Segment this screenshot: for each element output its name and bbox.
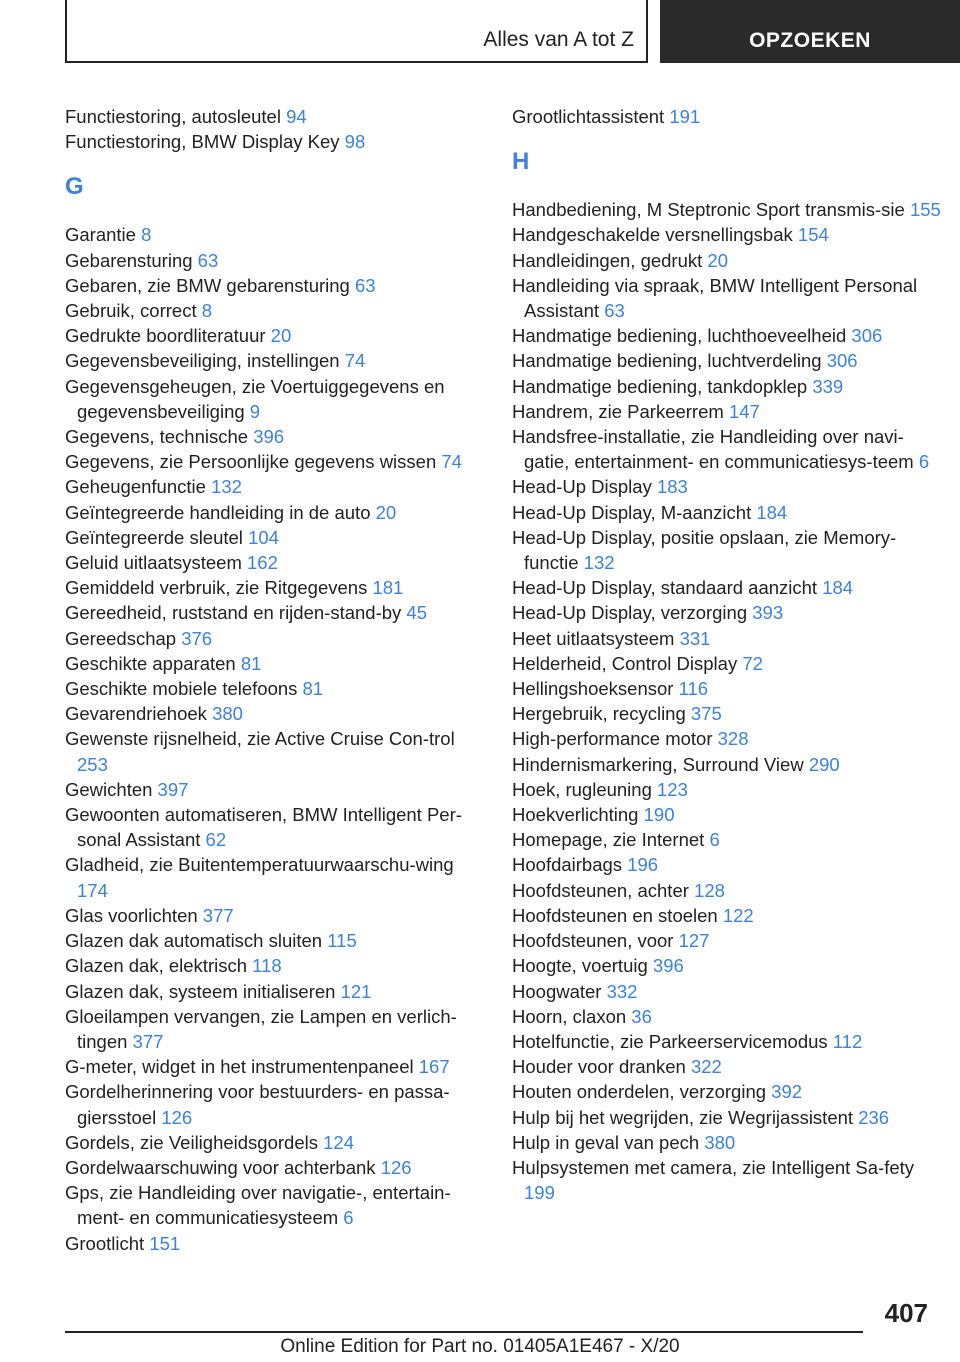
index-term: Hoek, rugleuning [512,778,652,800]
page-link[interactable]: 72 [742,652,763,674]
index-entry [65,298,485,323]
index-entry [512,777,942,802]
index-entry [512,752,942,777]
page-link[interactable]: 63 [354,274,376,296]
index-entry [65,104,485,129]
index-term: Handleiding via spraak, BMW Intelligent Personal Assistant [512,274,918,322]
index-term: Hoofdsteunen en stoelen [512,904,718,926]
page-link[interactable]: 393 [752,602,784,624]
index-term: Handsfree-installatie, zie Handleiding over navi-gatie, entertainment- en communicatiesys-teem [512,426,914,473]
index-entry [65,273,485,298]
page-link[interactable]: 132 [211,476,242,498]
page-link[interactable]: 8 [141,224,152,246]
page-link[interactable]: 332 [606,980,638,1002]
page-link[interactable]: 45 [406,602,427,624]
index-entry [512,1105,942,1130]
index-entry [512,197,942,222]
index-term: Gloeilampen vervangen, zie Lampen en verlich-tingen [65,1005,457,1052]
index-entry [512,1079,942,1104]
index-entry [65,1054,485,1079]
page-link[interactable]: 20 [707,249,728,271]
index-entry [512,726,942,751]
index-term: Gevarendriehoek [65,703,207,725]
index-term: Handleidingen, gedrukt [512,249,703,271]
index-term: Geïntegreerde handleiding in de auto [65,501,371,523]
page-link[interactable]: 174 [77,879,108,901]
tab-opzoeken[interactable] [660,0,960,63]
index-entry [65,701,485,726]
index-entry [512,676,942,701]
page-link[interactable]: 253 [77,753,108,775]
index-entry [512,399,942,424]
index-entry [512,424,942,474]
index-term: Head-Up Display, verzorging [512,602,748,624]
page-link[interactable]: 236 [858,1106,890,1128]
page-link[interactable]: 98 [344,131,366,153]
index-term: Hotelfunctie, zie Parkeerservicemodus [512,1030,828,1052]
index-term: Hoofdsteunen, achter [512,879,689,901]
index-entry [65,626,485,651]
index-entry [65,852,485,902]
index-entry [512,827,942,852]
index-term: Glazen dak, systeem initialiseren [65,980,336,1002]
index-term: Hellingshoeksensor [512,678,674,700]
index-term: Gedrukte boordliteratuur [65,325,266,347]
page-link[interactable]: 94 [286,106,307,127]
index-term: Head-Up Display, positie opslaan, zie Memory-functie [512,526,897,574]
index-entry [512,701,942,726]
page-link[interactable]: 112 [832,1030,863,1052]
page-link[interactable]: 184 [756,501,788,523]
page-link[interactable]: 181 [372,577,404,599]
index-entry [65,550,485,575]
page-link[interactable]: 20 [375,501,397,523]
footer-edition: Online Edition for Part no. 01405A1E467 - X/20 [280,1336,680,1357]
index-entry [512,852,942,877]
page-link[interactable]: 306 [851,325,883,347]
index-term: Hergebruik, recycling [512,703,686,725]
page-link[interactable]: 36 [631,1005,652,1027]
page-link[interactable]: 199 [524,1182,555,1204]
index-term: Houten onderdelen, verzorging [512,1081,767,1103]
index-term: Glazen dak automatisch sluiten [65,930,323,952]
index-entry [65,979,485,1004]
index-column-left [65,104,485,1256]
index-term: Gladheid, zie Buitentemperatuurwaarschu-wing [65,854,454,876]
index-entry [512,979,942,1004]
page-link[interactable]: 147 [728,400,760,422]
page-link[interactable]: 151 [149,1232,181,1254]
section-title: Alles van A tot Z [483,28,634,51]
index-term: Handbediening, M Steptronic Sport transmis-sie [512,199,905,221]
index-entry [512,273,942,323]
page-link[interactable]: 376 [181,627,213,649]
index-entry [65,248,485,273]
page-link[interactable]: 167 [418,1056,450,1078]
page-link[interactable]: 191 [669,106,701,127]
index-entry [65,1004,485,1054]
index-entry [512,1130,942,1155]
index-entry [65,928,485,953]
index-term: Grootlicht [65,1232,145,1254]
index-term: Gewenste rijsnelheid, zie Active Cruise Con-trol [65,728,455,750]
index-entry [512,651,942,676]
index-term: Hindernismarkering, Surround View [512,753,804,775]
index-term: Handmatige bediening, luchthoeveelheid [512,325,847,347]
index-entry [512,878,942,903]
page-link[interactable]: 115 [327,930,357,952]
index-term: Gebaren, zie BMW gebarensturing [65,274,350,296]
index-term: Gereedheid, ruststand en rijden-stand-by [65,602,402,624]
index-letter-heading: G [65,173,84,201]
page-link[interactable]: 9 [249,400,261,422]
page-link[interactable]: 6 [918,451,930,473]
page-link[interactable]: 196 [627,854,659,876]
page-link[interactable]: 118 [252,955,282,977]
index-term: G-meter, widget in het instrumentenpaneel [65,1056,414,1078]
tab-label: OPZOEKEN [749,28,871,52]
index-term: Functiestoring, BMW Display Key [65,131,340,153]
index-term: High-performance motor [512,728,713,750]
index-term: Gordelwaarschuwing voor achterbank [65,1156,376,1178]
index-term: Glazen dak, elektrisch [65,955,248,977]
index-entry [65,903,485,928]
index-term: Heet uitlaatsysteem [512,627,675,649]
page-link[interactable]: 8 [201,300,213,322]
index-entry [512,374,942,399]
index-entry [512,903,942,928]
page-link[interactable]: 116 [678,678,709,700]
index-entry [65,600,485,625]
index-entry [65,500,485,525]
index-term: Handmatige bediening, luchtverdeling [512,350,822,372]
page-link[interactable]: 339 [812,375,844,397]
index-entry [65,1231,485,1256]
page-link[interactable]: 396 [253,426,285,448]
page-link[interactable]: 162 [247,552,278,574]
index-entry [512,626,942,651]
page-link[interactable]: 380 [704,1131,736,1153]
index-entry [65,374,485,424]
index-entry [65,474,485,499]
page-link[interactable]: 397 [157,778,189,800]
index-term: Gordels, zie Veiligheidsgordels [65,1131,318,1153]
index-term: Gemiddeld verbruik, zie Ritgegevens [65,577,368,599]
index-entry [512,575,942,600]
page-link[interactable]: 184 [822,577,854,599]
index-term: Head-Up Display [512,476,652,498]
page-link[interactable]: 62 [205,829,227,851]
index-term: Head-Up Display, standaard aanzicht [512,577,818,599]
page-link[interactable]: 123 [657,778,688,800]
footer-divider [65,1331,863,1333]
index-entry [512,348,942,373]
index-term: Gewoonten automatiseren, BMW Intelligent Per-sonal Assistant [65,804,462,851]
page-link[interactable]: 322 [690,1056,722,1078]
index-entry [512,323,942,348]
index-entry [65,575,485,600]
page-link[interactable]: 127 [678,930,710,952]
index-term: Gegevens, technische [65,426,249,448]
page-link[interactable]: 74 [344,350,366,372]
index-entry [65,1155,485,1180]
page-link[interactable]: 377 [202,904,234,926]
page-link[interactable]: 81 [302,678,324,700]
index-term: Hoorn, claxon [512,1005,627,1027]
index-term: Hulpsystemen met camera, zie Intelligent Sa-fety [512,1156,915,1178]
index-term: Gegevens, zie Persoonlijke gegevens wissen [65,451,437,473]
page-link[interactable]: 132 [583,552,615,574]
page-link[interactable]: 396 [652,955,684,977]
index-entry [512,104,942,129]
index-entry [65,651,485,676]
index-entry [65,953,485,978]
page-link[interactable]: 63 [604,300,625,322]
page-number: 407 [884,1298,928,1328]
index-entry [65,802,485,852]
page-link[interactable]: 380 [212,703,243,725]
page-link[interactable]: 126 [161,1106,193,1128]
index-term: Geheugenfunctie [65,476,206,498]
page-link[interactable]: 331 [679,627,711,649]
index-entry [65,676,485,701]
index-entry [65,348,485,373]
index-entry [512,525,942,575]
index-term: Glas voorlichten [65,904,198,926]
index-entry [512,222,942,247]
index-term: Helderheid, Control Display [512,652,738,674]
index-term: Homepage, zie Internet [512,829,705,851]
index-term: Handmatige bediening, tankdopklep [512,375,808,397]
page-link[interactable]: 20 [270,325,292,347]
index-letter-heading: H [512,148,530,176]
page-link[interactable]: 154 [797,224,829,246]
index-term: Handrem, zie Parkeerrem [512,400,724,422]
index-term: Gps, zie Handleiding over navigatie-, entertain-ment- en communicatiesysteem [65,1182,451,1229]
index-term: Gewichten [65,778,153,800]
index-term: Gordelherinnering voor bestuurders- en passa-giersstoel [65,1081,450,1128]
page-link[interactable]: 121 [340,980,372,1002]
index-term: Hoofdsteunen, voor [512,930,674,952]
page-link[interactable]: 6 [709,829,720,851]
page-link[interactable]: 74 [441,451,462,473]
page-link[interactable]: 63 [197,249,219,271]
index-entry [512,802,942,827]
page-link[interactable]: 122 [722,904,754,926]
index-term: Geluid uitlaatsysteem [65,552,242,574]
index-entry [65,222,485,247]
index-term: Gegevensgeheugen, zie Voertuiggegevens en gegevensbeveiliging [65,375,445,422]
index-entry [65,726,485,776]
index-entry [512,1155,942,1205]
index-term: Handgeschakelde versnellingsbak [512,224,793,246]
index-entry [65,129,485,154]
page-link[interactable]: 128 [694,879,725,901]
page-link[interactable]: 126 [380,1156,412,1178]
index-entry [512,1004,942,1029]
index-entry [512,1029,942,1054]
index-term: Hulp bij het wegrijden, zie Wegrijassistent [512,1106,854,1128]
page-link[interactable]: 290 [808,753,840,775]
page-link[interactable]: 6 [343,1207,354,1229]
index-term: Hoofdairbags [512,854,623,876]
index-entry [65,777,485,802]
page-link[interactable]: 104 [248,526,279,548]
page-link[interactable]: 377 [132,1030,164,1052]
index-term: Hoekverlichting [512,804,639,826]
index-entry [65,525,485,550]
page-link[interactable]: 124 [323,1131,354,1153]
index-entry [512,928,942,953]
index-entry [512,953,942,978]
index-term: Gebarensturing [65,249,193,271]
page-link[interactable]: 155 [909,199,941,221]
index-term: Gebruik, correct [65,300,197,322]
index-term: Geïntegreerde sleutel [65,526,243,548]
index-entry [65,1130,485,1155]
page-link[interactable]: 328 [717,728,749,750]
index-entry [512,1054,942,1079]
index-term: Head-Up Display, M-aanzicht [512,501,752,523]
index-entry [65,1079,485,1129]
header-frame [65,0,648,63]
index-entry [65,449,485,474]
index-term: Geschikte apparaten [65,652,236,674]
index-term: Hoogte, voertuig [512,955,648,977]
index-term: Grootlichtassistent [512,106,665,127]
page-link[interactable]: 375 [690,703,722,725]
index-term: Hoogwater [512,980,602,1002]
index-entry [65,323,485,348]
index-entry [65,1180,485,1230]
index-entry [512,474,942,499]
index-term: Garantie [65,224,136,246]
index-term: Hulp in geval van pech [512,1131,700,1153]
index-column-right [512,104,942,1205]
page-link[interactable]: 81 [240,652,262,674]
index-term: Functiestoring, autosleutel [65,106,281,127]
index-entry [512,500,942,525]
page-link[interactable]: 190 [643,804,675,826]
page-link[interactable]: 306 [826,350,858,372]
index-term: Geschikte mobiele telefoons [65,678,298,700]
index-entry [65,424,485,449]
index-entry [512,248,942,273]
page-link[interactable]: 392 [771,1081,803,1103]
page-link[interactable]: 183 [656,476,688,498]
index-entry [512,600,942,625]
index-term: Houder voor dranken [512,1056,686,1078]
index-term: Gegevensbeveiliging, instellingen [65,350,340,372]
index-term: Gereedschap [65,627,177,649]
